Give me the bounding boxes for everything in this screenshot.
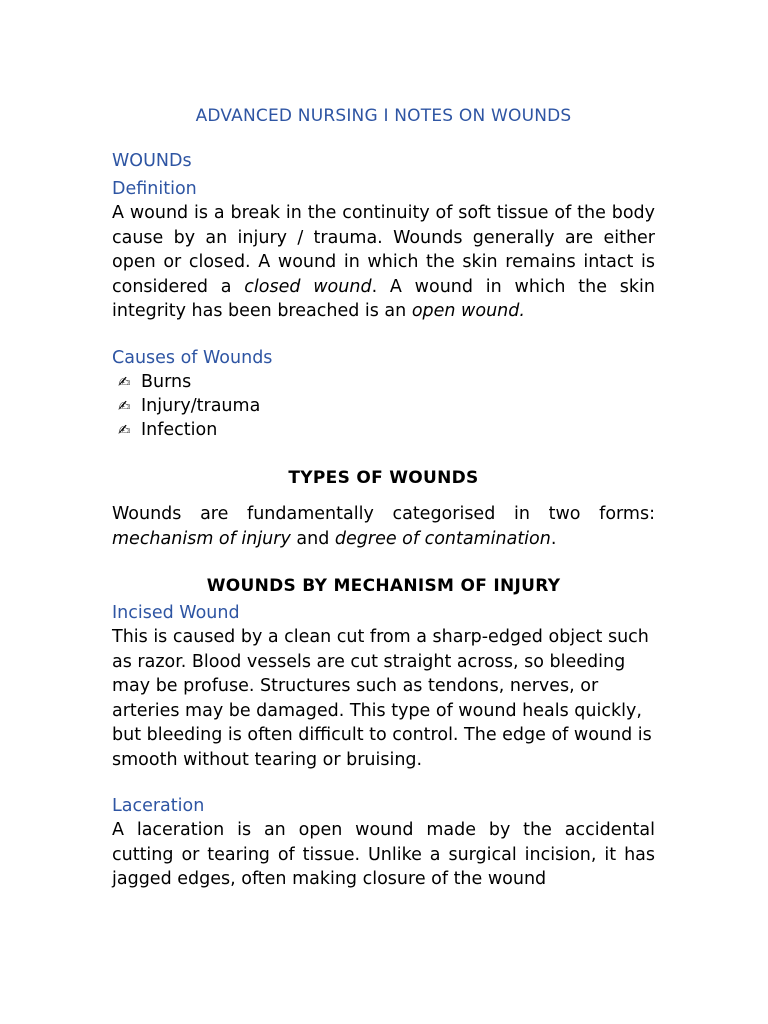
laceration-paragraph: A laceration is an open wound made by the accidental cutting or tearing of tissue. Unlike a surgical incision, it has jagged edges, often making closure of the wound [112,820,655,890]
document-page [112,106,655,892]
closed-wound-term: closed wound [244,276,372,297]
list-item [118,394,655,418]
cause-label: Burns [141,371,192,392]
types-and: and [290,528,335,549]
types-end: . [550,528,557,549]
list-item [118,418,655,442]
incised-heading: Incised Wound [112,603,240,624]
definition-text-1: A wound is a break in the continuity of soft tissue of the body cause by an injury / trauma. Wounds generally are either open or closed. A wound in which the skin remains intact is considered a [112,203,655,297]
laceration-heading: Laceration [112,796,205,817]
writing-hand-icon: ✍ [118,421,131,440]
mechanism-heading: WOUNDS BY MECHANISM OF INJURY [206,576,561,597]
writing-hand-icon: ✍ [118,396,131,415]
definition-text-2: . A wound in which the skin integrity has been breached is an [112,276,656,321]
types-paragraph [112,502,655,551]
mechanism-term: mechanism of injury [112,528,291,549]
types-text-1: Wounds are fundamentally categorised in two forms: [112,504,655,525]
causes-heading: Causes of Wounds [112,347,273,368]
cause-label: Injury/trauma [141,395,261,416]
list-item [118,370,655,394]
degree-term: degree of contamination [334,528,551,549]
definition-paragraph [112,201,655,324]
definition-heading: Definition [112,179,197,199]
open-wound-term: open wound. [411,301,525,321]
writing-hand-icon: ✍ [118,372,131,391]
wounds-heading: WOUNDs [112,151,192,171]
incised-paragraph: This is caused by a clean cut from a sharp-edged object such as razor. Blood vessels are cut straight across, so bleeding may be profuse. Structures such as tendons, nerves, or arteries may be damaged. This type of wound heals quickly, but bleeding is often difficult to control. The edge of wound is smooth without tearing or bruising. [112,627,652,770]
causes-list [112,370,655,443]
types-heading: TYPES OF WOUNDS [288,468,479,489]
document-title: ADVANCED NURSING I NOTES ON WOUNDS [195,106,572,126]
cause-label: Infection [141,420,218,441]
